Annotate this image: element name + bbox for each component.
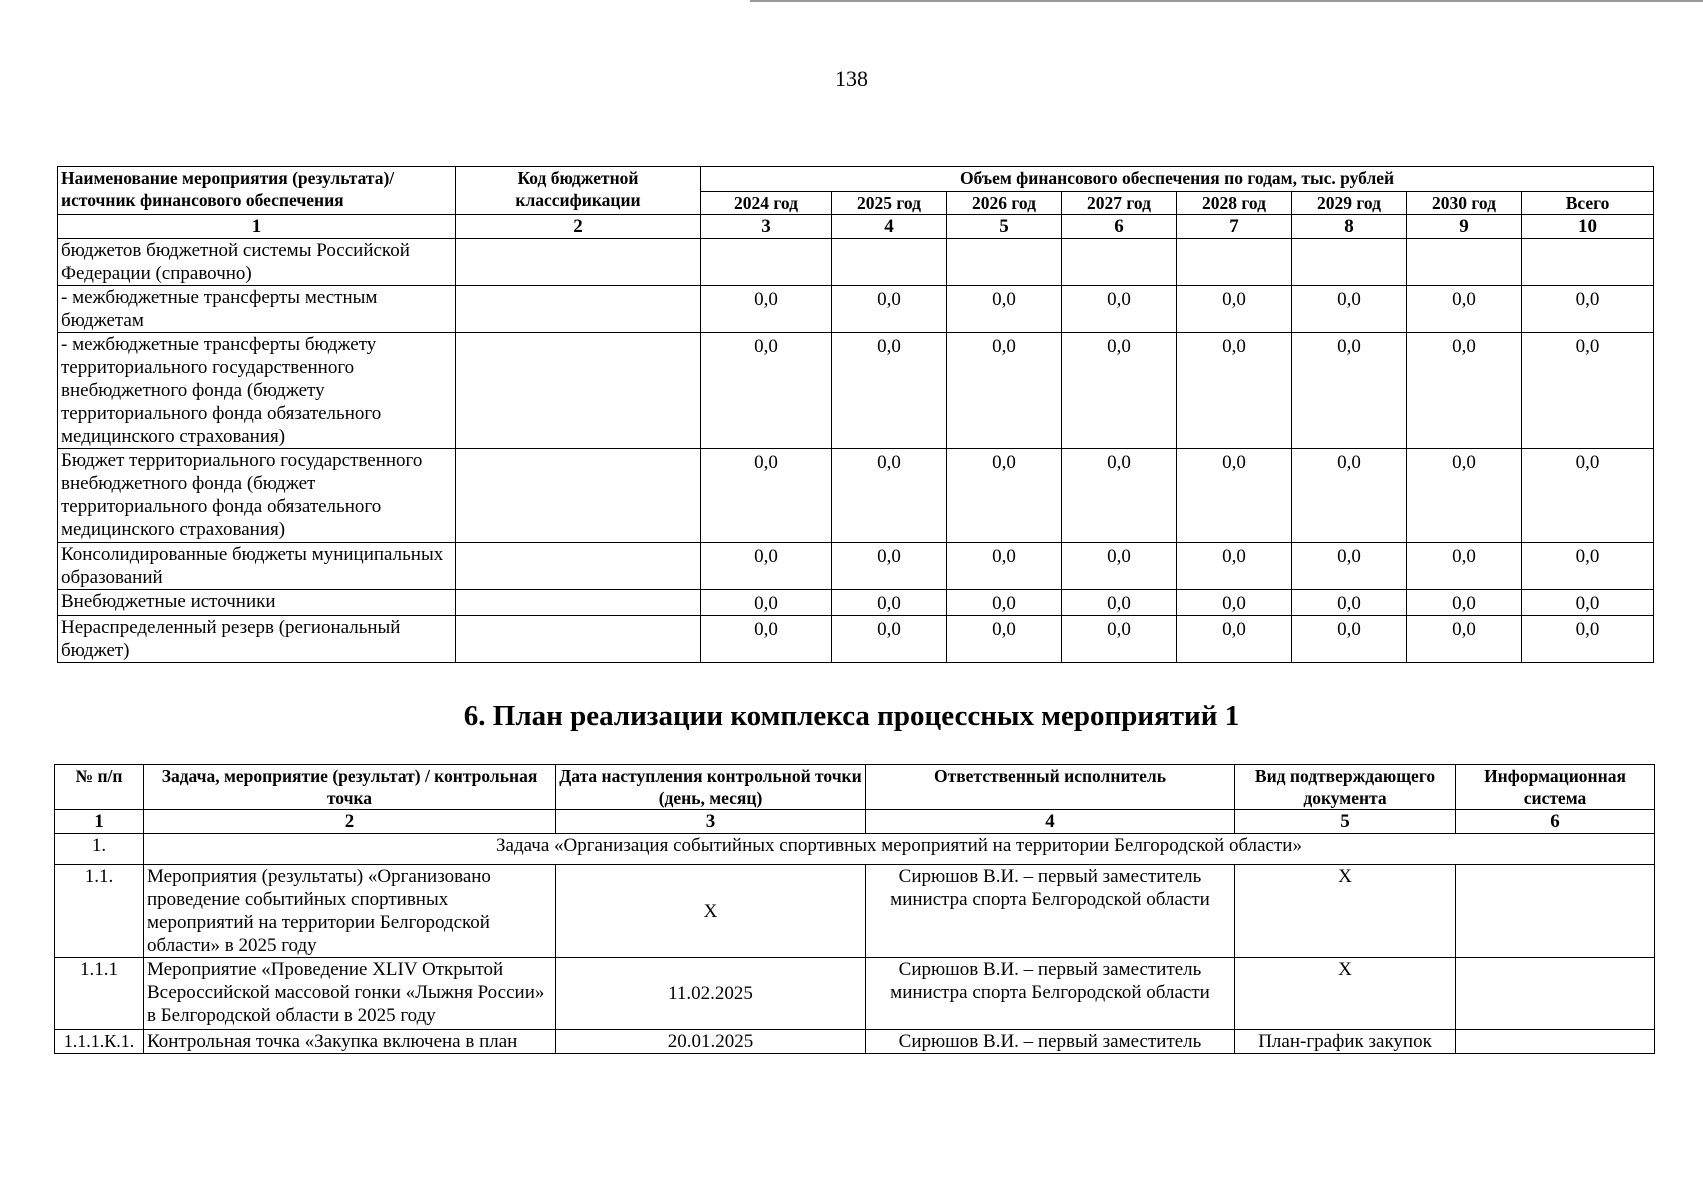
value-cell: 0,0 — [1292, 590, 1407, 616]
value-cell — [1407, 239, 1522, 286]
row-name: Бюджет территориального государственного внебюджетного фонда (бюджет территориального фонда обязательного медицинского страхования) — [58, 449, 456, 543]
header-date: Дата наступления контрольной точки (день, месяц) — [556, 765, 866, 810]
column-number: 4 — [866, 810, 1235, 834]
page-number: 138 — [835, 66, 868, 91]
value-cell: 0,0 — [947, 543, 1062, 590]
column-number: 5 — [947, 215, 1062, 239]
column-number: 6 — [1456, 810, 1655, 834]
task-row — [55, 834, 1655, 865]
value-cell: 0,0 — [1522, 449, 1654, 543]
value-cell: 0,0 — [1292, 286, 1407, 333]
row-code — [456, 286, 701, 333]
value-cell: 0,0 — [1407, 333, 1522, 449]
value-cell: 0,0 — [1407, 286, 1522, 333]
value-cell: 0,0 — [947, 333, 1062, 449]
value-cell: 0,0 — [1062, 449, 1177, 543]
value-cell — [1522, 239, 1654, 286]
row-date: 11.02.2025 — [556, 958, 866, 1030]
row-doc: Х — [1235, 865, 1456, 958]
row-date: 20.01.2025 — [556, 1030, 866, 1054]
value-cell: 0,0 — [1522, 286, 1654, 333]
value-cell: 0,0 — [947, 449, 1062, 543]
row-task: Мероприятие «Проведение XLIV Открытой Всероссийской массовой гонки «Лыжня России» в Белгородской области в 2025 году — [144, 958, 556, 1030]
table-row — [55, 958, 1655, 1030]
value-cell: 0,0 — [1062, 286, 1177, 333]
table-row — [58, 543, 1654, 590]
value-cell: 0,0 — [832, 286, 947, 333]
header-num: № п/п — [55, 765, 144, 810]
row-code — [456, 239, 701, 286]
row-num: 1.1.1 — [55, 958, 144, 1030]
value-cell: 0,0 — [1522, 616, 1654, 663]
row-num: 1. — [55, 834, 144, 865]
row-name: бюджетов бюджетной системы Российской Федерации (справочно) — [58, 239, 456, 286]
column-number: 3 — [556, 810, 866, 834]
value-cell: 0,0 — [701, 449, 832, 543]
column-number: 1 — [58, 215, 456, 239]
value-cell: 0,0 — [1407, 449, 1522, 543]
top-rule — [750, 0, 1703, 2]
row-code — [456, 590, 701, 616]
table-row — [58, 616, 1654, 663]
value-cell: 0,0 — [1522, 590, 1654, 616]
table-row — [58, 239, 1654, 286]
row-task: Мероприятия (результаты) «Организовано проведение событийных спортивных мероприятий на территории Белгородской области» в 2025 году — [144, 865, 556, 958]
row-code — [456, 449, 701, 543]
row-system — [1456, 958, 1655, 1030]
header-year: 2026 год — [947, 192, 1062, 215]
column-number: 7 — [1177, 215, 1292, 239]
header-task: Задача, мероприятие (результат) / контрольная точка — [144, 765, 556, 810]
row-date: Х — [556, 865, 866, 958]
value-cell: 0,0 — [1177, 286, 1292, 333]
value-cell: 0,0 — [701, 333, 832, 449]
header-volume-group: Объем финансового обеспечения по годам, тыс. рублей — [701, 167, 1654, 192]
header-year: 2025 год — [832, 192, 947, 215]
plan-table — [54, 764, 1655, 1054]
financing-table — [57, 166, 1654, 663]
header-year: 2028 год — [1177, 192, 1292, 215]
row-executor: Сирюшов В.И. – первый заместитель министра спорта Белгородской области — [866, 958, 1235, 1030]
value-cell: 0,0 — [1522, 333, 1654, 449]
table-row — [58, 590, 1654, 616]
header-doc: Вид подтверждающего документа — [1235, 765, 1456, 810]
value-cell: 0,0 — [1062, 543, 1177, 590]
row-code — [456, 543, 701, 590]
value-cell — [947, 239, 1062, 286]
row-name: Нераспределенный резерв (региональный бюджет) — [58, 616, 456, 663]
row-task: Контрольная точка «Закупка включена в план — [144, 1030, 556, 1054]
column-number: 5 — [1235, 810, 1456, 834]
table-row — [58, 333, 1654, 449]
value-cell — [1177, 239, 1292, 286]
row-name: Консолидированные бюджеты муниципальных образований — [58, 543, 456, 590]
row-system — [1456, 1030, 1655, 1054]
value-cell — [1292, 239, 1407, 286]
value-cell: 0,0 — [947, 590, 1062, 616]
value-cell: 0,0 — [832, 333, 947, 449]
value-cell: 0,0 — [832, 616, 947, 663]
row-num: 1.1.1.К.1. — [55, 1030, 144, 1054]
table-row — [55, 865, 1655, 958]
row-name: - межбюджетные трансферты местным бюджетам — [58, 286, 456, 333]
value-cell: 0,0 — [1407, 616, 1522, 663]
row-system — [1456, 865, 1655, 958]
value-cell — [701, 239, 832, 286]
value-cell: 0,0 — [1292, 449, 1407, 543]
header-year: 2027 год — [1062, 192, 1177, 215]
value-cell: 0,0 — [1177, 333, 1292, 449]
value-cell: 0,0 — [832, 449, 947, 543]
value-cell: 0,0 — [1292, 543, 1407, 590]
value-cell: 0,0 — [1292, 333, 1407, 449]
value-cell — [832, 239, 947, 286]
column-number: 1 — [55, 810, 144, 834]
value-cell: 0,0 — [1407, 543, 1522, 590]
value-cell: 0,0 — [1292, 616, 1407, 663]
column-number: 8 — [1292, 215, 1407, 239]
value-cell: 0,0 — [1407, 590, 1522, 616]
value-cell: 0,0 — [701, 590, 832, 616]
value-cell: 0,0 — [1522, 543, 1654, 590]
column-number: 3 — [701, 215, 832, 239]
value-cell: 0,0 — [1177, 543, 1292, 590]
header-name-col: Наименование мероприятия (результата)/ источник финансового обеспечения — [58, 167, 456, 215]
row-code — [456, 616, 701, 663]
row-executor: Сирюшов В.И. – первый заместитель министра спорта Белгородской области — [866, 865, 1235, 958]
column-number: 6 — [1062, 215, 1177, 239]
header-total: Всего — [1522, 192, 1654, 215]
value-cell — [1062, 239, 1177, 286]
column-number: 2 — [456, 215, 701, 239]
header-code-col: Код бюджетной классификации — [456, 167, 701, 215]
value-cell: 0,0 — [701, 286, 832, 333]
value-cell: 0,0 — [1177, 449, 1292, 543]
value-cell: 0,0 — [1177, 616, 1292, 663]
row-name: Внебюджетные источники — [58, 590, 456, 616]
row-num: 1.1. — [55, 865, 144, 958]
value-cell: 0,0 — [832, 590, 947, 616]
table-row — [58, 449, 1654, 543]
header-year: 2024 год — [701, 192, 832, 215]
row-code — [456, 333, 701, 449]
table-row — [55, 1030, 1655, 1054]
header-executor: Ответственный исполнитель — [866, 765, 1235, 810]
value-cell: 0,0 — [1062, 616, 1177, 663]
column-number: 9 — [1407, 215, 1522, 239]
column-number: 2 — [144, 810, 556, 834]
value-cell: 0,0 — [1062, 590, 1177, 616]
row-name: - межбюджетные трансферты бюджету территориального государственного внебюджетного фонда (бюджету территориального фонда обязательного медицинского страхования) — [58, 333, 456, 449]
row-executor: Сирюшов В.И. – первый заместитель — [866, 1030, 1235, 1054]
header-system: Информационная система — [1456, 765, 1655, 810]
task-text: Задача «Организация событийных спортивных мероприятий на территории Белгородской области» — [144, 834, 1655, 865]
row-doc: Х — [1235, 958, 1456, 1030]
value-cell: 0,0 — [701, 543, 832, 590]
value-cell: 0,0 — [947, 286, 1062, 333]
header-year: 2030 год — [1407, 192, 1522, 215]
column-number: 4 — [832, 215, 947, 239]
value-cell: 0,0 — [1062, 333, 1177, 449]
column-number: 10 — [1522, 215, 1654, 239]
table-row — [58, 286, 1654, 333]
value-cell: 0,0 — [701, 616, 832, 663]
header-year: 2029 год — [1292, 192, 1407, 215]
section-title: 6. План реализации комплекса процессных мероприятий 1 — [463, 700, 1240, 732]
value-cell: 0,0 — [1177, 590, 1292, 616]
value-cell: 0,0 — [947, 616, 1062, 663]
row-doc: План-график закупок — [1235, 1030, 1456, 1054]
value-cell: 0,0 — [832, 543, 947, 590]
